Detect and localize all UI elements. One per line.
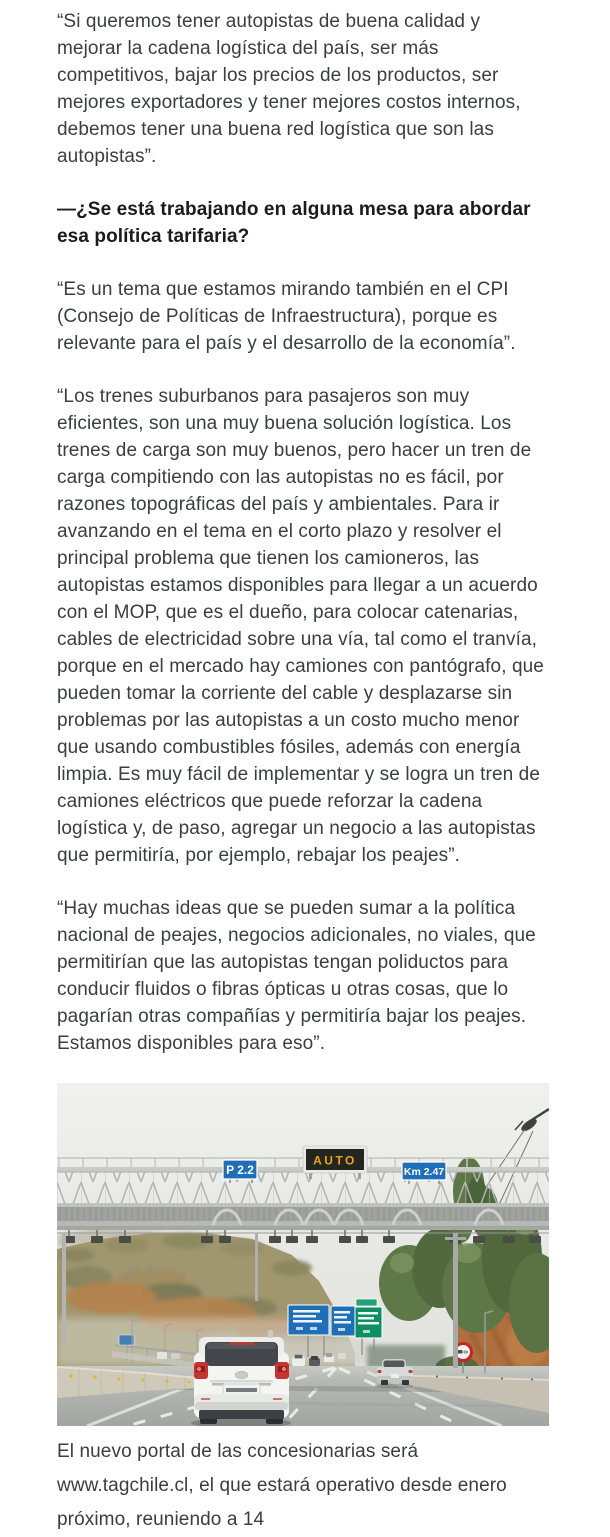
article-paragraph: “Los trenes suburbanos para pasajeros son muy eficientes, son una muy buena solución logística. Los trenes de carga son muy buenos, pero hacer un tren de carga compitiendo con las autopistas no es fácil, por razones topográficas del país y ambientales. Para ir avanzando en el tema en el corto plazo y resolver el principal problema que tienen los camioneros, las autopistas estamos disponibles para llegar a un acuerdo con el MOP, que es el dueño, para colocar catenarias, cables de electricidad sobre una vía, tal como el tranvía, porque en el mercado hay camiones con pantógrafo, que pueden tomar la corriente del cable y desplazarse sin problemas por las autopistas a un costo mucho menor que usando combustibles fósiles, además con energía limpia. Es muy fácil de implementar y se logra un tren de camiones eléctricos que puede reforzar la cadena logística y, de paso, agregar un negocio a las autopistas que permitiría, por ejemplo, rebajar los peajes”. bbox=[57, 386, 544, 866]
antenna-icon bbox=[268, 1330, 273, 1338]
highway-toll-gantry-photo bbox=[57, 1083, 549, 1426]
gantry-sign-p22 bbox=[223, 1160, 257, 1183]
svg-text:P 2.2: P 2.2 bbox=[226, 1163, 254, 1177]
distant-guide-sign-blue bbox=[331, 1306, 355, 1336]
distant-guide-sign-blue bbox=[288, 1305, 329, 1335]
photo-caption: El nuevo portal de las concesionarias será www.tagchile.cl, el que estará operativo desde enero próximo, reuniendo a 14 bbox=[57, 1441, 507, 1530]
interview-question: —¿Se está trabajando en alguna mesa para abordar esa política tarifaria? bbox=[57, 199, 531, 247]
taillight-icon bbox=[275, 1362, 289, 1379]
car-badge-icon bbox=[235, 1371, 248, 1379]
suv bbox=[191, 1330, 291, 1426]
svg-text:AUTO: AUTO bbox=[313, 1153, 357, 1168]
article-figure bbox=[57, 1083, 550, 1537]
article-paragraph: “Si queremos tener autopistas de buena calidad y mejorar la cadena logística del país, ser más competitivos, bajar los precios de los productos, ser mejores exportadores y tener mejores costos internos, debemos tener una buena red logística que son las autopistas”. bbox=[57, 11, 521, 167]
svg-text:Km 2.47: Km 2.47 bbox=[403, 1166, 445, 1178]
article-paragraph: “Hay muchas ideas que se pueden sumar a la política nacional de peajes, negocios adicionales, no viales, que permitirían que las autopistas tengan poliductos para conducir fluidos o fibras ópticas u otras cosas, que lo pagarían otras compañías y permitiría bajar los peajes. Estamos disponibles para eso”. bbox=[57, 898, 536, 1054]
article-paragraph: “Es un tema que estamos mirando también en el CPI (Consejo de Políticas de Infraestructura), porque es relevante para el país y el desarrollo de la economía”. bbox=[57, 279, 516, 354]
taillight-icon bbox=[194, 1362, 208, 1379]
